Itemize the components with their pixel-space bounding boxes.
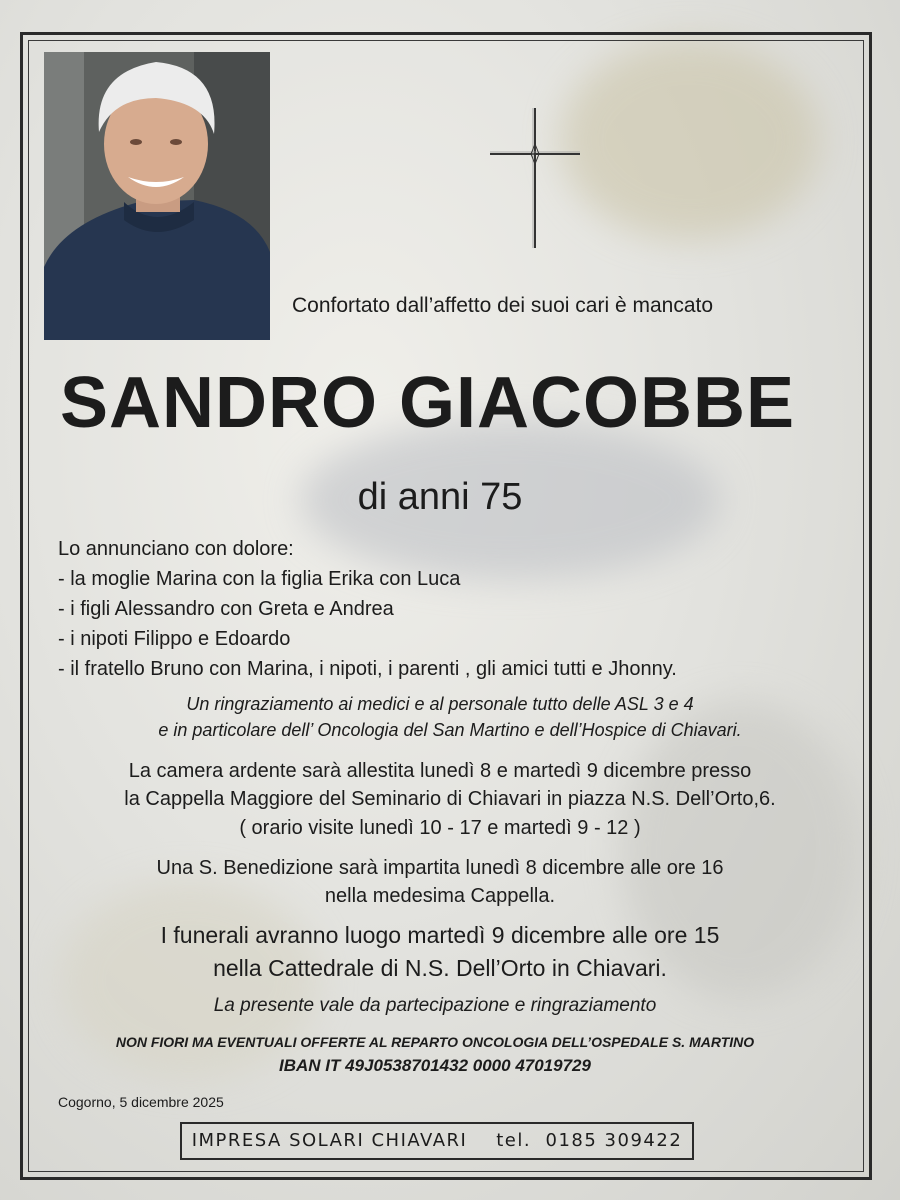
thanks-line: Un ringraziamento ai medici e al personale tutto delle ASL 3 e 4	[186, 694, 694, 714]
agency-label: IMPRESA SOLARI CHIAVARI tel. 0185 309422	[191, 1130, 683, 1151]
blessing-line: nella medesima Cappella.	[324, 885, 556, 907]
chapel-line: La camera ardente sarà allestita lunedì 8 e martedì 9 dicembre presso	[128, 760, 752, 782]
blessing-line: Una S. Benedizione sarà impartita lunedì 8 dicembre alle ore 16	[156, 857, 724, 879]
place-date: Cogorno, 5 dicembre 2025	[58, 1094, 224, 1110]
iban-line: IBAN IT 49J0538701432 0000 47019729	[279, 1056, 591, 1075]
intro-line: Confortato dall’affetto dei suoi cari è mancato	[292, 294, 714, 317]
family-line: - i figli Alessandro con Greta e Andrea	[58, 598, 394, 620]
family-line: - la moglie Marina con la figlia Erika con Luca	[58, 568, 461, 590]
portrait-photo	[44, 52, 270, 340]
deceased-name: SANDRO GIACOBBE	[60, 363, 796, 443]
agency-box	[180, 1122, 694, 1160]
age-line: di anni 75	[357, 476, 523, 518]
donation-line: NON FIORI MA EVENTUALI OFFERTE AL REPARTO ONCOLOGIA DELL’OSPEDALE S. MARTINO	[115, 1034, 755, 1050]
chapel-line: la Cappella Maggiore del Seminario di Chiavari in piazza N.S. Dell’Orto,6.	[124, 788, 776, 810]
funeral-line: I funerali avranno luogo martedì 9 dicembre alle ore 15	[160, 922, 720, 948]
visiting-hours: ( orario visite lunedì 10 - 17 e martedì 9 - 12 )	[239, 817, 641, 839]
funeral-line: nella Cattedrale di N.S. Dell’Orto in Chiavari.	[213, 955, 667, 981]
announce-heading: Lo annunciano con dolore:	[58, 538, 294, 560]
cross-icon	[490, 108, 580, 248]
thanks-line: e in particolare dell’ Oncologia del San Martino e dell’Hospice di Chiavari.	[158, 720, 742, 740]
family-line: - i nipoti Filippo e Edoardo	[58, 628, 291, 650]
family-line: - il fratello Bruno con Marina, i nipoti, i parenti , gli amici tutti e Jhonny.	[58, 658, 677, 680]
participation-line: La presente vale da partecipazione e ringraziamento	[213, 995, 657, 1016]
